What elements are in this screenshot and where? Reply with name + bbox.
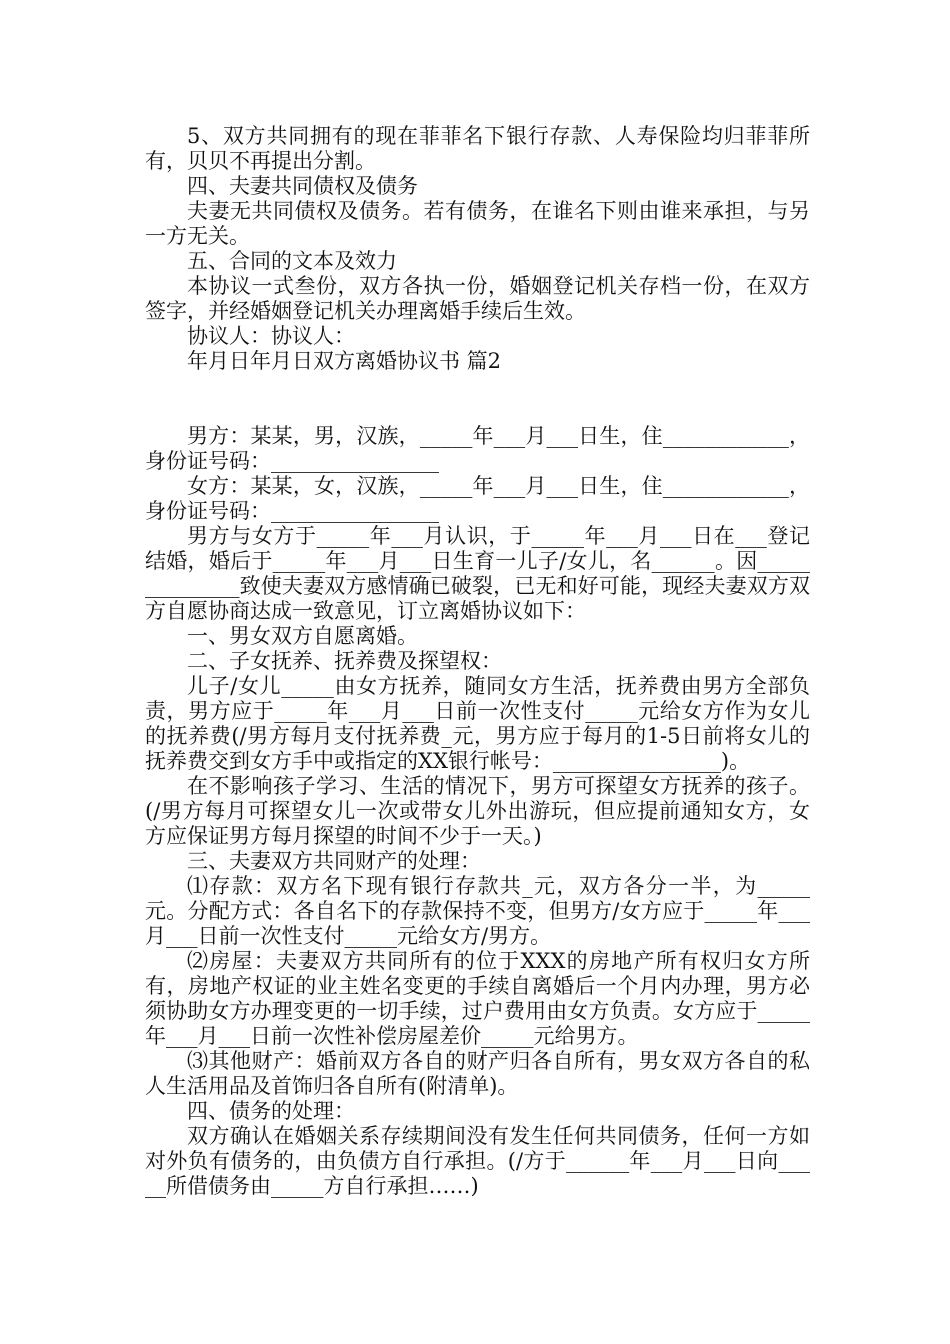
section-title-part-2: 年月日年月日双方离婚协议书 篇2 bbox=[187, 349, 502, 373]
document-page bbox=[145, 124, 810, 1199]
heading-child-custody: 二、子女抚养、抚养费及探望权： bbox=[187, 649, 502, 673]
paragraph-visitation: 在不影响孩子学习、生活的情况下，男方可探望女方抚养的孩子。(/男方每月可探望女儿一次或带女儿外出游玩，但应提前通知女方，女方应保证男方每月探望的时间不少于一天。) bbox=[145, 774, 810, 848]
heading-debt-handling: 四、债务的处理： bbox=[187, 1099, 355, 1123]
heading-joint-debts: 四、夫妻共同债权及债务 bbox=[187, 174, 418, 198]
heading-joint-property: 三、夫妻双方共同财产的处理： bbox=[187, 849, 481, 873]
paragraph-marriage-background: 男方与女方于_____年___月认识，于_____年___月___日在___登记结婚，婚后于_____年___月___日生育一儿子/女儿，名______。因______________致使夫妻双方感情确已破裂，已无和好可能，现经夫妻双方双方自愿协商达成一致意见，订立离婚协议如下： bbox=[145, 524, 810, 623]
paragraph-savings: ⑴存款：双方名下现有银行存款共_元，双方各分一半，为_____元。分配方式：各自名下的存款保持不变，但男方/女方应于_____年___月___日前一次性支付_____元给女方/男方。 bbox=[145, 874, 810, 948]
paragraph-wife-info: 女方：某某，女，汉族，_____年___月___日生，住____________，身份证号码：________________ bbox=[145, 474, 810, 523]
heading-voluntary-divorce: 一、男女双方自愿离婚。 bbox=[187, 624, 418, 648]
paragraph-debt-handling: 双方确认在婚姻关系存续期间没有发生任何共同债务，任何一方如对外负有债务的，由负债方自行承担。(/方于______年___月___日向_____所借债务由_____方自行承担……) bbox=[145, 1124, 810, 1198]
paragraph-child-support: 儿子/女儿_____由女方抚养，随同女方生活，抚养费由男方全部负责，男方应于_____年___月___日前一次性支付_____元给女方作为女儿的抚养费(/男方每月支付抚养费_元，男方应于每月的1-5日前将女儿的抚养费交到女方手中或指定的XX银行帐号：________________)。 bbox=[145, 674, 810, 773]
signatories-line: 协议人：协议人： bbox=[187, 324, 355, 348]
heading-contract-text: 五、合同的文本及效力 bbox=[187, 249, 397, 273]
paragraph-joint-debts: 夫妻无共同债权及债务。若有债务，在谁名下则由谁来承担，与另一方无关。 bbox=[145, 199, 810, 248]
paragraph-house: ⑵房屋：夫妻双方共同所有的位于XXX的房地产所有权归女方所有，房地产权证的业主姓名变更的手续自离婚后一个月内办理，男方必须协助女方办理变更的一切手续，过户费用由女方负责。女方应于_____年___月___日前一次性补偿房屋差价_____元给男方。 bbox=[145, 949, 810, 1048]
section-spacer bbox=[145, 374, 810, 424]
paragraph-husband-info: 男方：某某，男，汉族，_____年___月___日生，住____________，身份证号码：________________ bbox=[145, 424, 810, 473]
paragraph-bank-deposit: 5、双方共同拥有的现在菲菲名下银行存款、人寿保险均归菲菲所有，贝贝不再提出分割。 bbox=[145, 124, 810, 173]
paragraph-other-property: ⑶其他财产：婚前双方各自的财产归各自所有，男女双方各自的私人生活用品及首饰归各自所有(附清单)。 bbox=[145, 1049, 810, 1098]
paragraph-contract-effect: 本协议一式叁份，双方各执一份，婚姻登记机关存档一份，在双方签字，并经婚姻登记机关办理离婚手续后生效。 bbox=[145, 274, 810, 323]
